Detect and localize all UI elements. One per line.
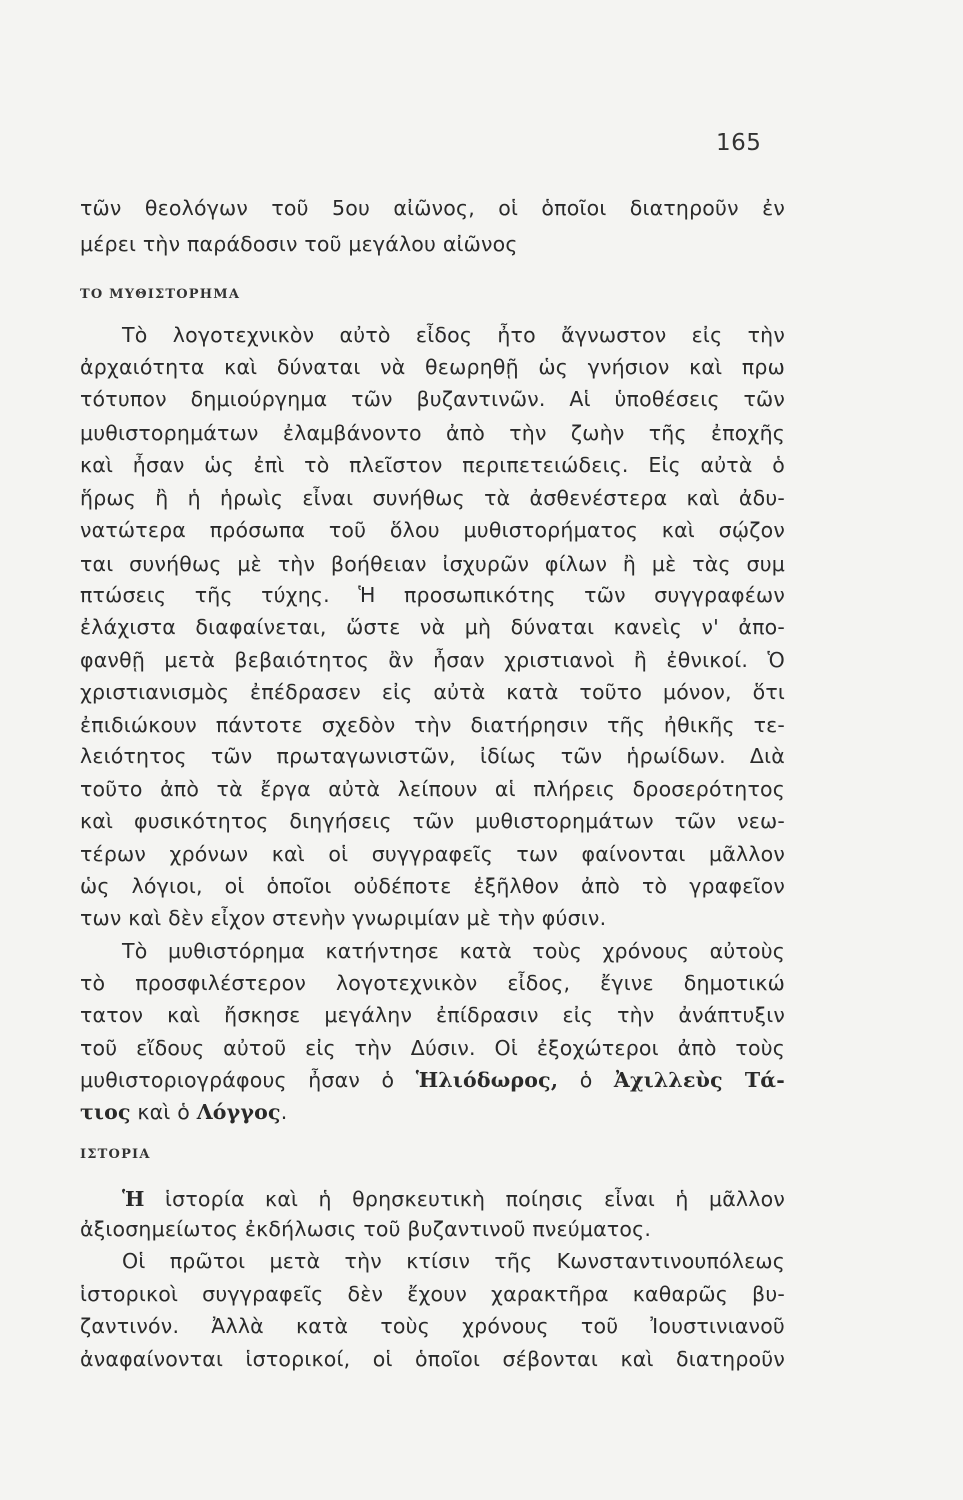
text-line: ὡς λόγιοι, οἱ ὁποῖοι οὐδέποτε ἐξῆλθον ἀπὸ τὸ γραφεῖον	[80, 874, 785, 898]
section-heading-novel: ΤΟ ΜΥΘΙΣΤΟΡΗΜΑ	[80, 287, 241, 302]
text-line: τοῦτο ἀπὸ τὰ ἔργα αὐτὰ λείπουν αἱ πλήρεις δροσερότητος	[80, 777, 785, 801]
text-line: χριστιανισμὸς ἐπέδρασεν εἰς αὐτὰ κατὰ τοῦτο μόνον, ὅτι	[80, 680, 785, 704]
page-number: 165	[716, 130, 762, 156]
text-line: ζαντινόν. Ἀλλὰ κατὰ τοὺς χρόνους τοῦ Ἰουστινιανοῦ	[80, 1314, 785, 1338]
text-line: νατώτερα πρόσωπα τοῦ ὅλου μυθιστορήματος καὶ σῴζον	[80, 518, 785, 542]
text-line-authors	[80, 1097, 785, 1127]
text-line: φανθῇ μετὰ βεβαιότητος ἂν ἦσαν χριστιανοὶ ἢ ἐθνικοί. Ὁ	[80, 648, 785, 672]
text-line: τέρων χρόνων καὶ οἱ συγγραφεῖς των φαίνονται μᾶλλον	[80, 842, 785, 866]
text-line: τῶν θεολόγων τοῦ 5ου αἰῶνος, οἱ ὁποῖοι διατηροῦν ἐν	[80, 196, 785, 220]
text-span: ὁ	[558, 1068, 614, 1092]
text-line: των καὶ δὲν εἶχον στενὴν γνωριμίαν μὲ τὴν φύσιν.	[80, 906, 607, 930]
author-heliodorus: Ἡλιόδωρος,	[415, 1068, 559, 1092]
text-line: ἐπιδιώκουν πάντοτε σχεδὸν τὴν διατήρησιν τῆς ἠθικῆς τε-	[80, 713, 785, 737]
text-line: τότυπον δημιούργημα τῶν βυζαντινῶν. Αἱ ὑποθέσεις τῶν	[80, 387, 785, 411]
author-longus: Λόγγος	[196, 1100, 281, 1124]
text-line: ἀρχαιότητα καὶ δύναται νὰ θεωρηθῇ ὡς γνήσιον καὶ πρω	[80, 355, 785, 379]
text-span: μυθιστοριογράφους ἦσαν ὁ	[80, 1068, 416, 1092]
drop-initial: Ἡ	[122, 1187, 145, 1211]
text-span: ἱστορία καὶ ἡ θρησκευτικὴ ποίησις εἶναι ἡ μᾶλλον	[144, 1187, 785, 1211]
text-line: λειότητος τῶν πρωταγωνιστῶν, ἰδίως τῶν ἡρωίδων. Διὰ	[80, 744, 785, 768]
text-line: ἀναφαίνονται ἱστορικοί, οἱ ὁποῖοι σέβονται καὶ διατηροῦν	[80, 1347, 785, 1371]
text-line: ἐλάχιστα διαφαίνεται, ὥστε νὰ μὴ δύναται κανεὶς ν' ἀπο-	[80, 615, 785, 639]
text-line: ἀξιοσημείωτος ἐκδήλωσις τοῦ βυζαντινοῦ πνεύματος.	[80, 1217, 652, 1241]
text-span: .	[280, 1100, 288, 1124]
text-line: μέρει τὴν παράδοσιν τοῦ μεγάλου αἰῶνος	[80, 232, 518, 256]
text-line: τατον καὶ ἤσκησε μεγάλην ἐπίδρασιν εἰς τὴν ἀνάπτυξιν	[80, 1003, 785, 1027]
text-line: καὶ φυσικότητος διηγήσεις τῶν μυθιστορημάτων τῶν νεω-	[80, 809, 785, 833]
text-line: Τὸ λογοτεχνικὸν αὐτὸ εἶδος ἦτο ἄγνωστον εἰς τὴν	[122, 323, 785, 347]
text-line: ἥρως ἢ ἡ ἡρωὶς εἶναι συνήθως τὰ ἀσθενέστερα καὶ ἀδυ-	[80, 486, 785, 510]
text-line: ἱστορικοὶ συγγραφεῖς δὲν ἔχουν χαρακτῆρα καθαρῶς βυ-	[80, 1282, 785, 1306]
text-line: τὸ προσφιλέστερον λογοτεχνικὸν εἶδος, ἔγινε δημοτικώ	[80, 971, 785, 995]
text-line: Τὸ μυθιστόρημα κατήντησε κατὰ τοὺς χρόνους αὐτοὺς	[122, 939, 785, 963]
text-line: ται συνήθως μὲ τὴν βοήθειαν ἰσχυρῶν φίλων ἢ μὲ τὰς συμ	[80, 552, 785, 576]
text-line-authors	[80, 1065, 785, 1095]
text-line: Οἱ πρῶτοι μετὰ τὴν κτίσιν τῆς Κωνσταντινουπόλεως	[122, 1249, 785, 1273]
text-line	[122, 1184, 785, 1214]
text-span: καὶ ὁ	[130, 1100, 197, 1124]
author-achilles-tatius-end: τιος	[80, 1100, 131, 1124]
text-line: πτώσεις τῆς τύχης. Ἡ προσωπικότης τῶν συγγραφέων	[80, 583, 785, 607]
text-line: τοῦ εἴδους αὐτοῦ εἰς τὴν Δύσιν. Οἱ ἐξοχώτεροι ἀπὸ τοὺς	[80, 1036, 785, 1060]
section-heading-history: ΙΣΤΟΡΙΑ	[80, 1147, 151, 1162]
text-line: καὶ ἦσαν ὡς ἐπὶ τὸ πλεῖστον περιπετειώδεις. Εἰς αὐτὰ ὁ	[80, 453, 785, 477]
author-achilles-tatius: Ἀχιλλεὺς Τά-	[613, 1068, 785, 1092]
text-line: μυθιστορημάτων ἐλαμβάνοντο ἀπὸ τὴν ζωὴν τῆς ἐποχῆς	[80, 421, 785, 445]
